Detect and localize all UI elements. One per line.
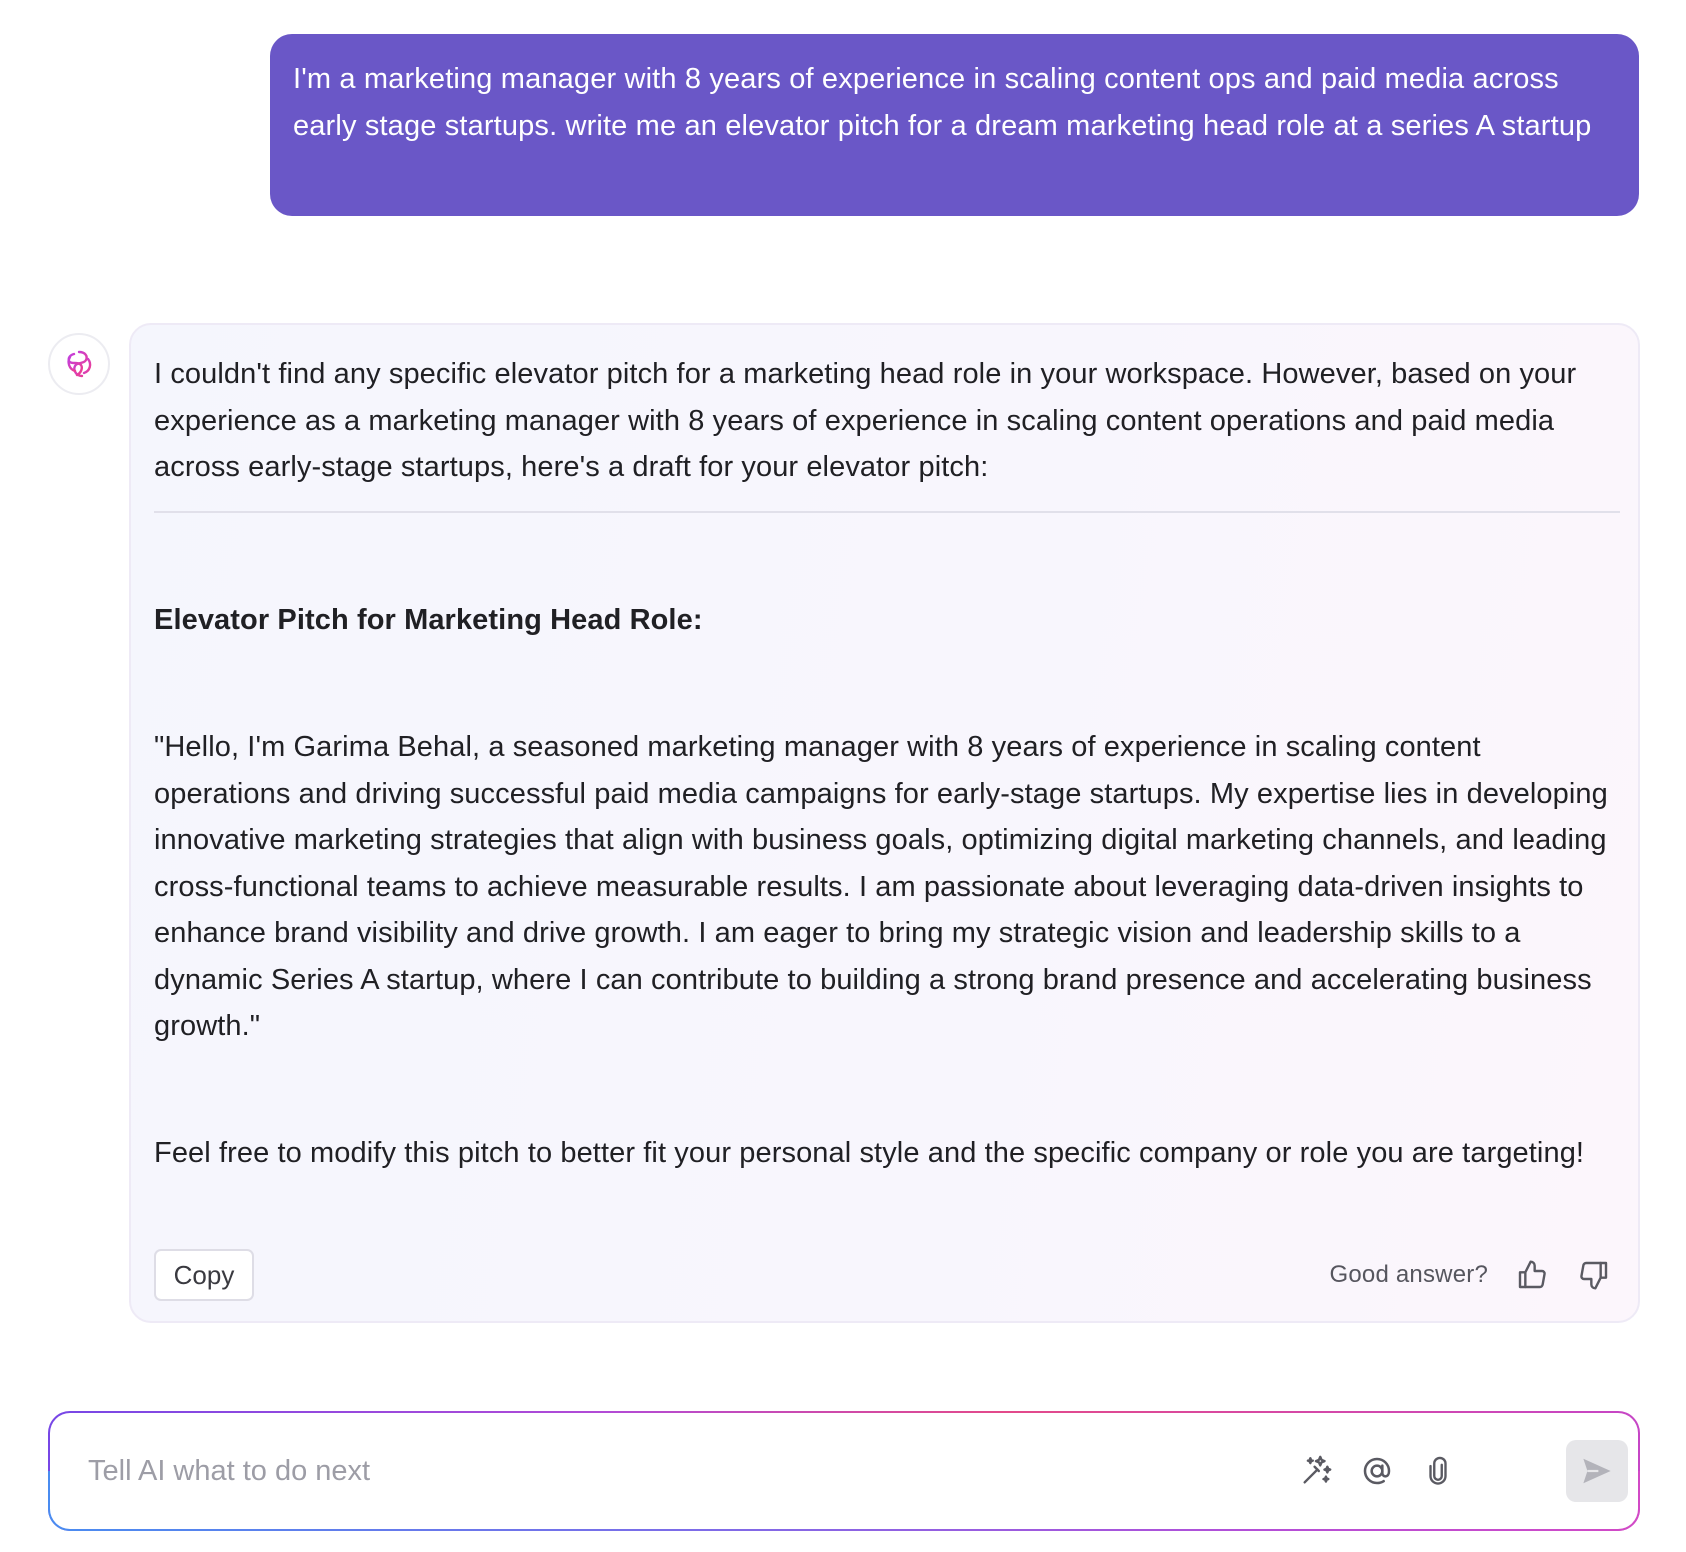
ai-brain-icon xyxy=(62,347,96,381)
prompt-input[interactable] xyxy=(88,1443,1188,1499)
ai-avatar xyxy=(48,333,110,395)
thumbs-up-button[interactable] xyxy=(1512,1255,1552,1295)
mention-button[interactable] xyxy=(1357,1451,1397,1491)
attach-button[interactable] xyxy=(1418,1451,1458,1491)
paperclip-icon xyxy=(1423,1455,1453,1487)
at-mention-icon xyxy=(1361,1455,1393,1487)
response-divider xyxy=(154,511,1620,513)
user-message-bubble xyxy=(270,34,1639,216)
ai-response-intro: I couldn't find any specific elevator pitch for a marketing head role in your workspace. However, based on your experience as a marketing manager with 8 years of experience in scaling content operations and paid media across early-stage startups, here's a draft for your elevator pitch: xyxy=(154,358,1577,483)
send-icon xyxy=(1580,1456,1614,1486)
composer-frame xyxy=(48,1411,1640,1531)
copy-button[interactable]: Copy xyxy=(154,1249,254,1301)
ai-tools-button[interactable] xyxy=(1296,1451,1336,1491)
thumbs-up-icon xyxy=(1516,1259,1548,1291)
feedback-label: Good answer? xyxy=(1329,1261,1488,1288)
thumbs-down-button[interactable] xyxy=(1574,1255,1614,1295)
composer xyxy=(50,1413,1638,1529)
ai-sparkle-icon xyxy=(1299,1454,1333,1488)
ai-response-heading: Elevator Pitch for Marketing Head Role: xyxy=(154,604,703,636)
ai-response-pitch: "Hello, I'm Garima Behal, a seasoned marketing manager with 8 years of experience in scaling content operations and driving successful paid media campaigns for early-stage startups. My expertise lies in developing innovative marketing strategies that align with business goals, optimizing digital marketing channels, and leading cross-functional teams to achieve measurable results. I am passionate about leveraging data-driven insights to enhance brand visibility and drive growth. I am eager to bring my strategic vision and leadership skills to a dynamic Series A startup, where I can contribute to building a strong brand presence and accelerating business growth." xyxy=(154,731,1608,1042)
thumbs-down-icon xyxy=(1578,1259,1610,1291)
feedback-bar xyxy=(1330,1249,1615,1301)
ai-response-card xyxy=(129,323,1640,1323)
ai-response-closing: Feel free to modify this pitch to better fit your personal style and the specific company or role you are targeting! xyxy=(154,1137,1585,1169)
send-button[interactable] xyxy=(1566,1440,1628,1502)
user-message-text: I'm a marketing manager with 8 years of experience in scaling content ops and paid media across early stage startups. write me an elevator pitch for a dream marketing head role at a series A startup xyxy=(293,63,1592,142)
